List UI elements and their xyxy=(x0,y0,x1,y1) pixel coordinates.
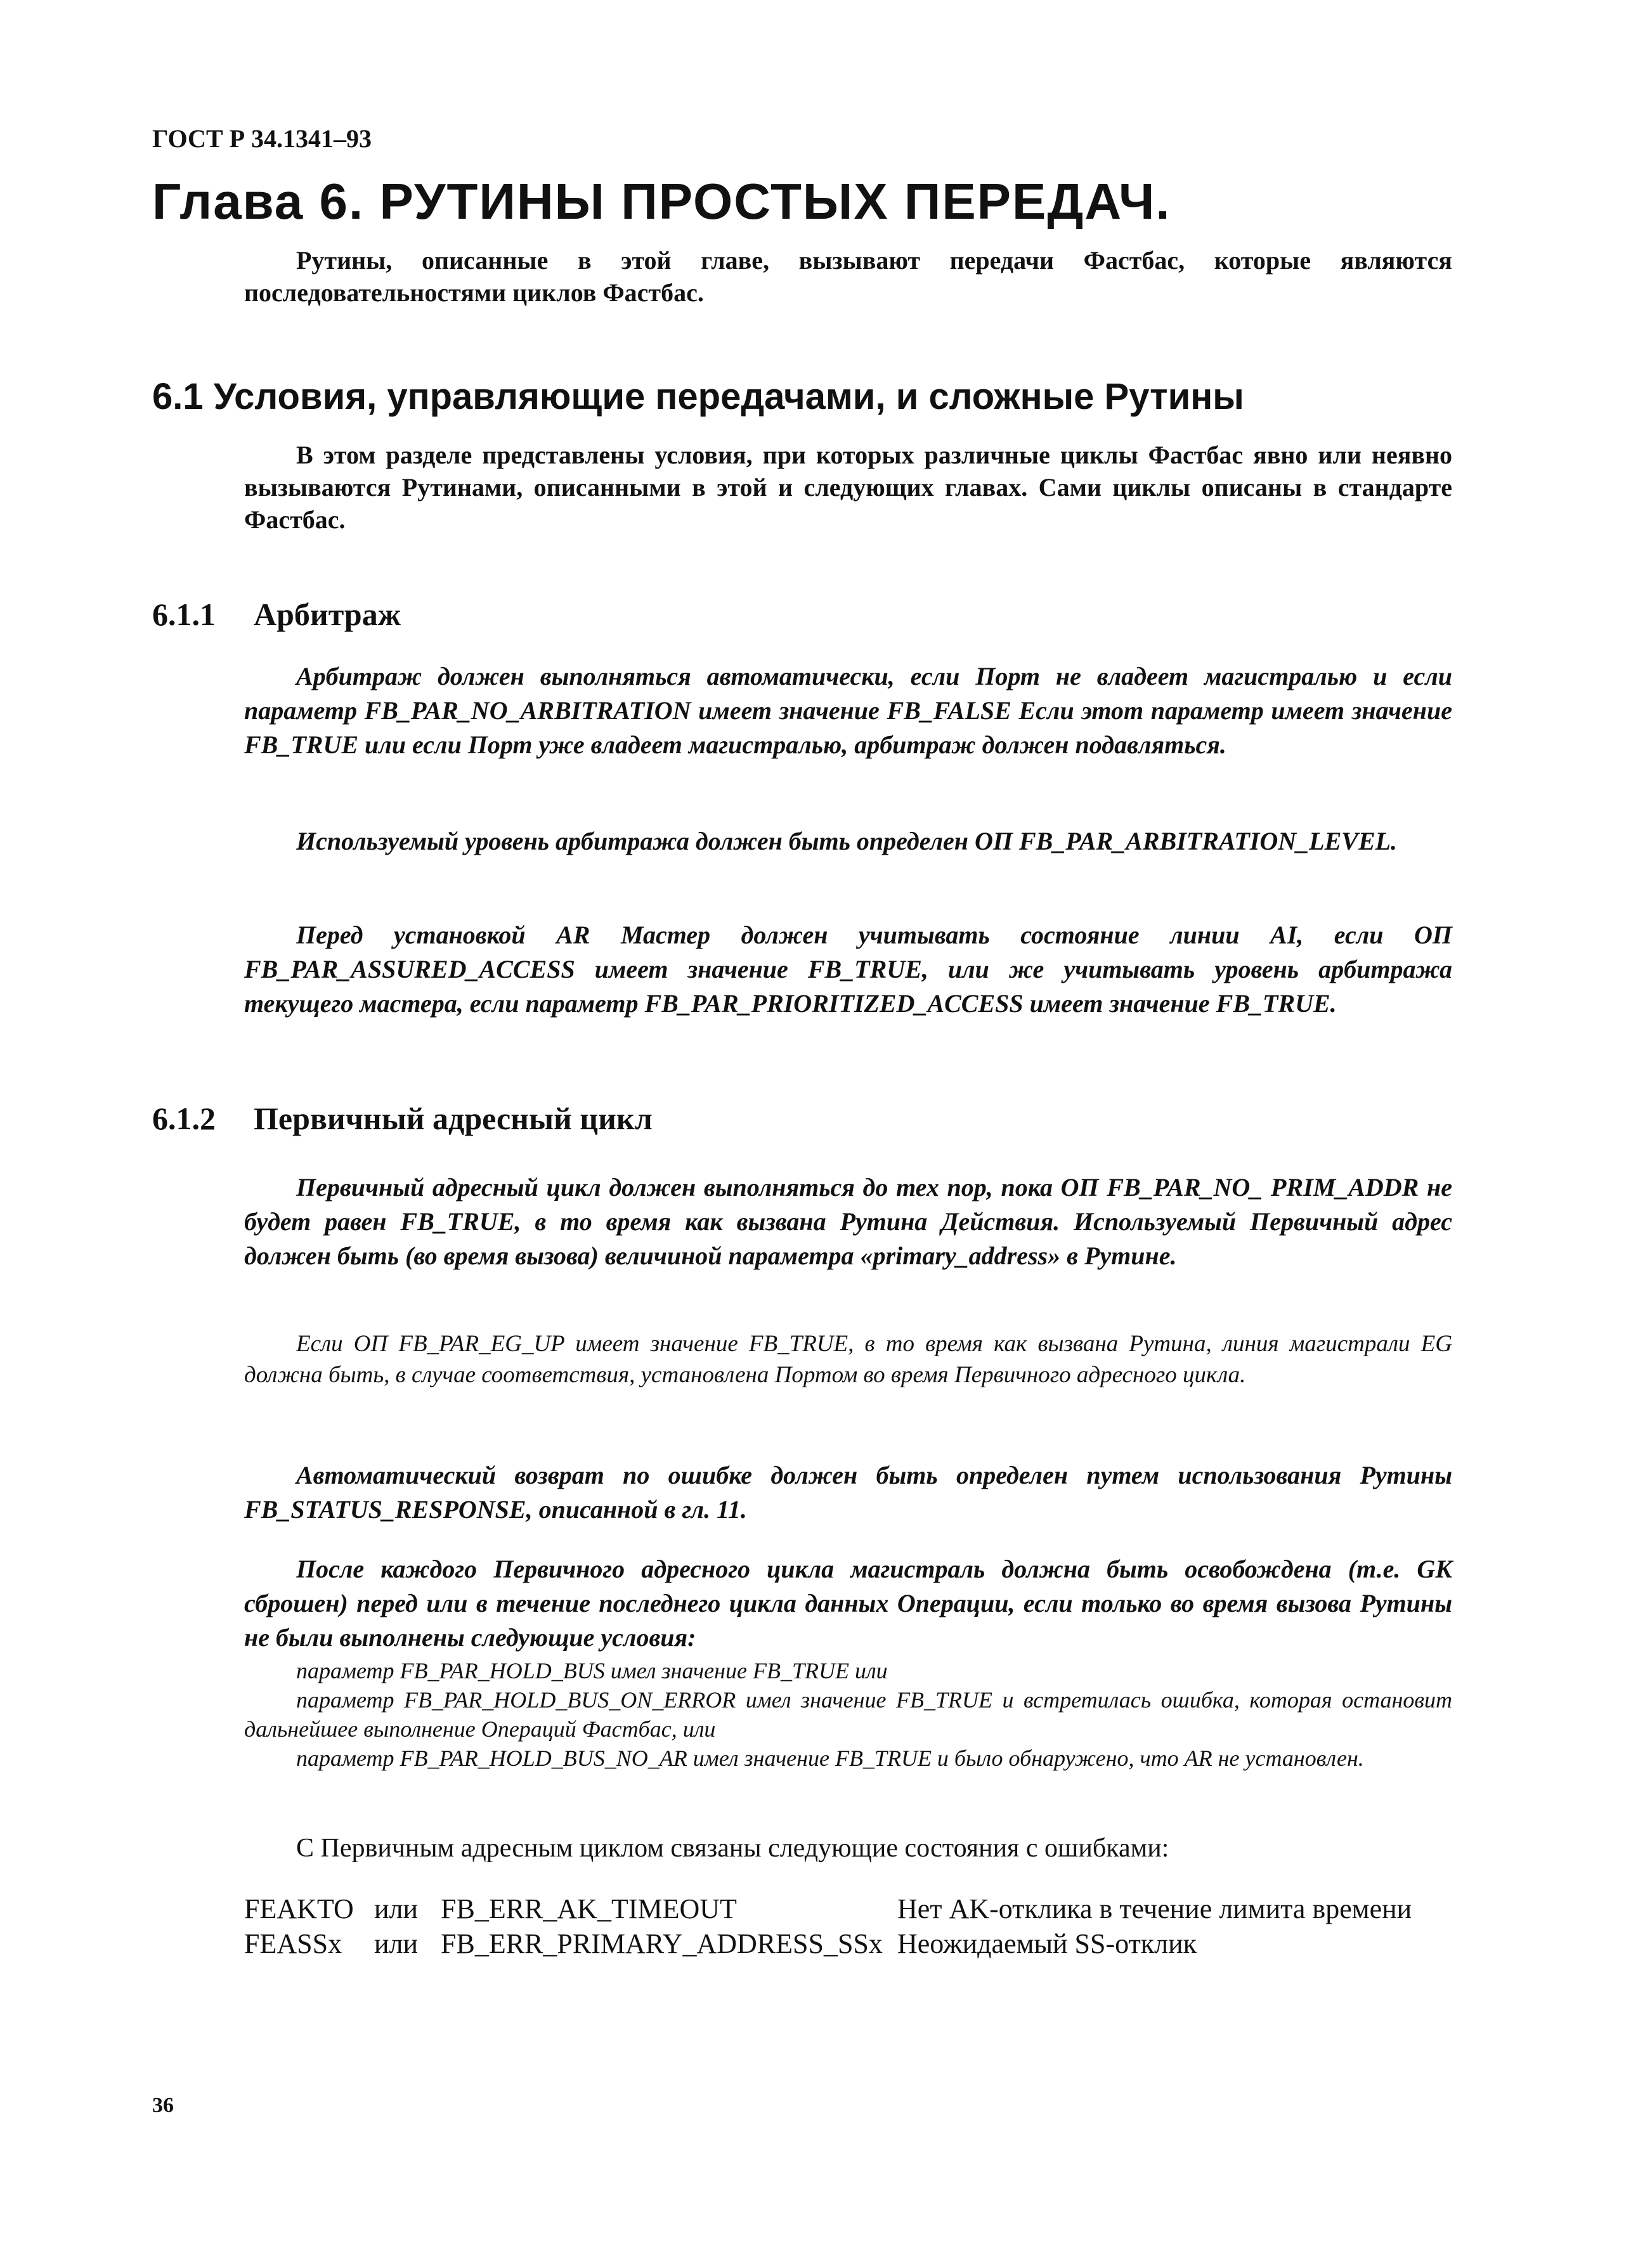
section-title: Первичный адресный цикл xyxy=(254,1101,653,1136)
condition-item: параметр FB_PAR_HOLD_BUS_ON_ERROR имел значение FB_TRUE и встретилась ошибка, которая остановит дальнейшее выполнение Операций Фастбас, или xyxy=(244,1687,1452,1742)
section-6-1-text: В этом разделе представлены условия, при которых различные циклы Фастбас явно или неявно вызываются Рутинами, описанными в этой и следующих главах. Сами циклы описаны в стандарте Фастбас. xyxy=(244,441,1452,534)
section-number: 6.1.1 xyxy=(152,597,216,632)
table-row xyxy=(244,1893,1452,1928)
section-number: 6.1.2 xyxy=(152,1101,216,1136)
page-number: 36 xyxy=(152,2094,174,2117)
error-code: FEAKTO xyxy=(244,1893,354,1924)
section-title: Арбитраж xyxy=(254,597,401,632)
arbitration-paragraph-2: Используемый уровень арбитража должен быть определен ОП FB_PAR_ARBITRATION_LEVEL. xyxy=(296,827,1398,855)
table-row xyxy=(244,1928,1452,1962)
section-6-1-title: 6.1 Условия, управляющие передачами, и сложные Рутины xyxy=(152,376,1244,417)
intro-paragraph: Рутины, описанные в этой главе, вызывают передачи Фастбас, которые являются последовательностями циклов Фастбас. xyxy=(244,246,1452,307)
errors-intro: С Первичным адресным циклом связаны следующие состояния с ошибками: xyxy=(296,1834,1169,1863)
error-code: FEASSx xyxy=(244,1928,342,1959)
chapter-title: Глава 6. РУТИНЫ ПРОСТЫХ ПЕРЕДАЧ. xyxy=(152,173,1171,230)
error-or: или xyxy=(374,1893,419,1924)
error-or: или xyxy=(374,1928,419,1959)
primary-address-paragraph-4: После каждого Первичного адресного цикла магистраль должна быть освобождена (т.е. GK сброшен) перед или в течение последнего цикла данных Операции, если только во время вызова Рутины не были выполнены следующие условия: xyxy=(244,1555,1452,1652)
error-name: FB_ERR_PRIMARY_ADDRESS_SSx xyxy=(441,1928,883,1959)
condition-item: параметр FB_PAR_HOLD_BUS_NO_AR имел значение FB_TRUE и было обнаружено, что AR не установлен. xyxy=(296,1746,1364,1771)
conditions-list xyxy=(244,1656,1452,1773)
section-6-1-1-heading xyxy=(152,596,401,633)
primary-address-paragraph-2: Если ОП FB_PAR_EG_UP имеет значение FB_TRUE, в то время как вызвана Рутина, линия магистрали EG должна быть, в случае соответствия, установлена Портом во время Первичного адресного цикла. xyxy=(244,1331,1452,1388)
primary-address-paragraph-3: Автоматический возврат по ошибке должен быть определен путем использования Рутины FB_STATUS_RESPONSE, описанной в гл. 11. xyxy=(244,1461,1452,1524)
condition-item: параметр FB_PAR_HOLD_BUS имел значение FB_TRUE или xyxy=(296,1658,888,1683)
error-description: Нет AK-отклика в течение лимита времени xyxy=(897,1893,1412,1924)
arbitration-paragraph-1: Арбитраж должен выполняться автоматически, если Порт не владеет магистралью и если параметр FB_PAR_NO_ARBITRATION имеет значение FB_FALSE Если этот параметр имеет значение FB_TRUE или если Порт уже владеет магистралью, арбитраж должен подавляться. xyxy=(244,662,1452,759)
primary-address-paragraph-1: Первичный адресный цикл должен выполняться до тех пор, пока ОП FB_PAR_NO_ PRIM_ADDR не будет равен FB_TRUE, в то время как вызвана Рутина Действия. Используемый Первичный адрес должен быть (во время вызова) величиной параметра «primary_address» в Рутине. xyxy=(244,1173,1452,1270)
errors-table xyxy=(244,1893,1452,1962)
standard-header: ГОСТ Р 34.1341–93 xyxy=(152,124,372,153)
section-6-1-2-heading xyxy=(152,1100,653,1137)
error-name: FB_ERR_AK_TIMEOUT xyxy=(441,1893,737,1924)
error-description: Неожидаемый SS-отклик xyxy=(897,1928,1197,1959)
arbitration-paragraph-3: Перед установкой AR Мастер должен учитывать состояние линии AI, если ОП FB_PAR_ASSURED_ACCESS имеет значение FB_TRUE, или же учитывать уровень арбитража текущего мастера, если параметр FB_PAR_PRIORITIZED_ACCESS имеет значение FB_TRUE. xyxy=(244,921,1452,1018)
